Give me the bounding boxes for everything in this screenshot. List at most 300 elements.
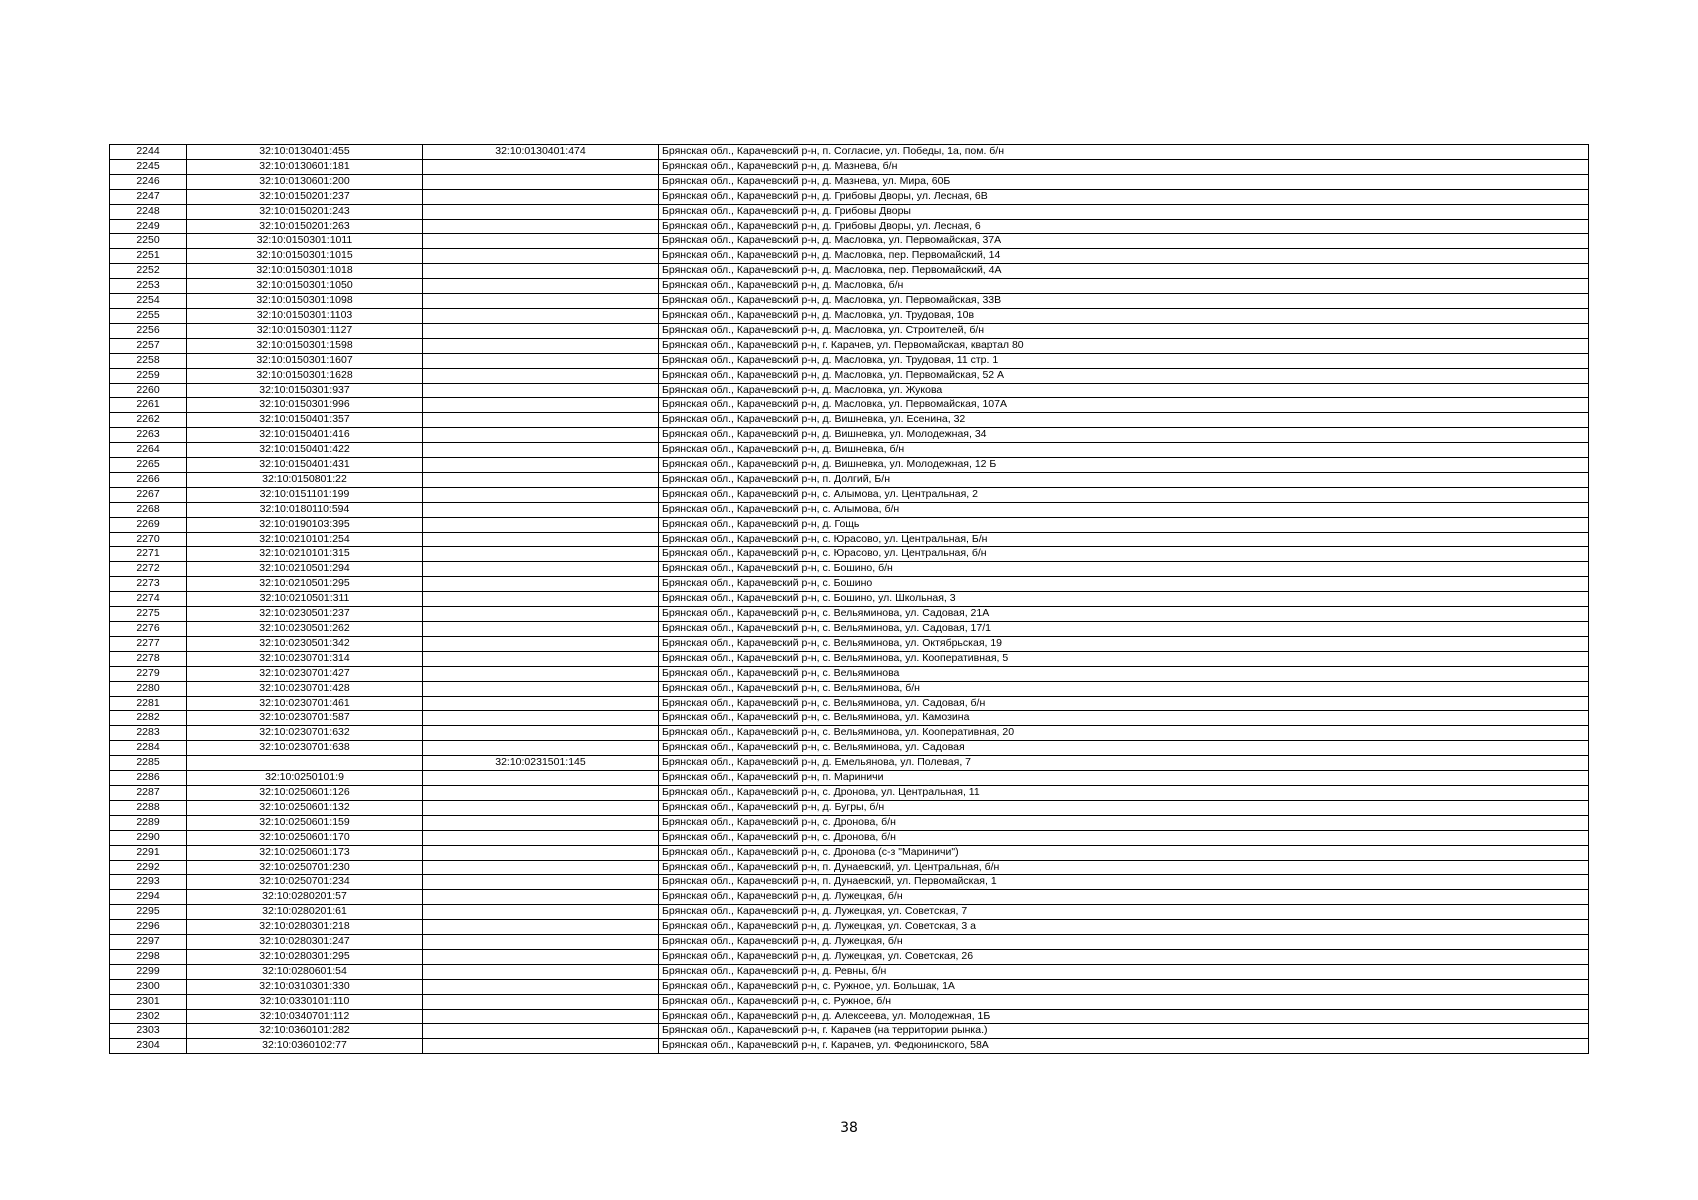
address-cell: Брянская обл., Карачевский р-н, д. Мазнева, ул. Мира, 60Б bbox=[659, 174, 1589, 189]
row-number-cell: 2260 bbox=[110, 383, 187, 398]
address-cell: Брянская обл., Карачевский р-н, д. Лужецкая, ул. Советская, 26 bbox=[659, 949, 1589, 964]
row-number-cell: 2271 bbox=[110, 547, 187, 562]
address-cell: Брянская обл., Карачевский р-н, д. Масловка, ул. Трудовая, 11 стр. 1 bbox=[659, 353, 1589, 368]
table-row bbox=[110, 338, 1589, 353]
row-number-cell: 2269 bbox=[110, 517, 187, 532]
table-row bbox=[110, 458, 1589, 473]
row-number-cell: 2248 bbox=[110, 204, 187, 219]
address-cell: Брянская обл., Карачевский р-н, с. Дронова, ул. Центральная, 11 bbox=[659, 785, 1589, 800]
table-row bbox=[110, 428, 1589, 443]
related-cadastral-number-cell bbox=[423, 428, 659, 443]
table-row bbox=[110, 174, 1589, 189]
address-cell: Брянская обл., Карачевский р-н, д. Лужецкая, б/н bbox=[659, 890, 1589, 905]
table-row bbox=[110, 234, 1589, 249]
table-row bbox=[110, 741, 1589, 756]
related-cadastral-number-cell bbox=[423, 681, 659, 696]
address-cell: Брянская обл., Карачевский р-н, п. Согласие, ул. Победы, 1а, пом. б/н bbox=[659, 145, 1589, 160]
related-cadastral-number-cell bbox=[423, 368, 659, 383]
table-row bbox=[110, 264, 1589, 279]
related-cadastral-number-cell bbox=[423, 875, 659, 890]
registry-table bbox=[109, 144, 1589, 1054]
related-cadastral-number-cell bbox=[423, 264, 659, 279]
cadastral-number-cell: 32:10:0150301:1103 bbox=[187, 308, 423, 323]
table-row bbox=[110, 935, 1589, 950]
cadastral-number-cell: 32:10:0230501:237 bbox=[187, 607, 423, 622]
table-row bbox=[110, 726, 1589, 741]
address-cell: Брянская обл., Карачевский р-н, с. Алымова, ул. Центральная, 2 bbox=[659, 487, 1589, 502]
cadastral-number-cell: 32:10:0150301:1628 bbox=[187, 368, 423, 383]
row-number-cell: 2245 bbox=[110, 159, 187, 174]
row-number-cell: 2279 bbox=[110, 666, 187, 681]
related-cadastral-number-cell bbox=[423, 815, 659, 830]
cadastral-number-cell: 32:10:0151101:199 bbox=[187, 487, 423, 502]
row-number-cell: 2256 bbox=[110, 323, 187, 338]
row-number-cell: 2268 bbox=[110, 502, 187, 517]
table-row bbox=[110, 279, 1589, 294]
row-number-cell: 2263 bbox=[110, 428, 187, 443]
table-row bbox=[110, 398, 1589, 413]
related-cadastral-number-cell bbox=[423, 294, 659, 309]
address-cell: Брянская обл., Карачевский р-н, д. Масловка, б/н bbox=[659, 279, 1589, 294]
cadastral-number-cell: 32:10:0250701:230 bbox=[187, 860, 423, 875]
table-row bbox=[110, 622, 1589, 637]
cadastral-number-cell: 32:10:0280601:54 bbox=[187, 964, 423, 979]
cadastral-number-cell: 32:10:0150401:416 bbox=[187, 428, 423, 443]
table-row bbox=[110, 308, 1589, 323]
table-row bbox=[110, 979, 1589, 994]
table-row bbox=[110, 189, 1589, 204]
related-cadastral-number-cell bbox=[423, 830, 659, 845]
row-number-cell: 2296 bbox=[110, 920, 187, 935]
table-row bbox=[110, 756, 1589, 771]
address-cell: Брянская обл., Карачевский р-н, д. Лужецкая, б/н bbox=[659, 935, 1589, 950]
cadastral-number-cell: 32:10:0230701:428 bbox=[187, 681, 423, 696]
row-number-cell: 2301 bbox=[110, 994, 187, 1009]
table-row bbox=[110, 383, 1589, 398]
table-row bbox=[110, 1024, 1589, 1039]
row-number-cell: 2247 bbox=[110, 189, 187, 204]
cadastral-number-cell: 32:10:0210501:295 bbox=[187, 577, 423, 592]
cadastral-number-cell: 32:10:0230501:262 bbox=[187, 622, 423, 637]
related-cadastral-number-cell bbox=[423, 607, 659, 622]
row-number-cell: 2285 bbox=[110, 756, 187, 771]
table-row bbox=[110, 920, 1589, 935]
row-number-cell: 2304 bbox=[110, 1039, 187, 1054]
related-cadastral-number-cell bbox=[423, 845, 659, 860]
table-row bbox=[110, 905, 1589, 920]
row-number-cell: 2270 bbox=[110, 532, 187, 547]
cadastral-number-cell: 32:10:0230701:632 bbox=[187, 726, 423, 741]
related-cadastral-number-cell: 32:10:0130401:474 bbox=[423, 145, 659, 160]
address-cell: Брянская обл., Карачевский р-н, д. Вишневка, ул. Молодежная, 34 bbox=[659, 428, 1589, 443]
table-row bbox=[110, 711, 1589, 726]
cadastral-number-cell: 32:10:0150201:263 bbox=[187, 219, 423, 234]
cadastral-number-cell: 32:10:0250101:9 bbox=[187, 771, 423, 786]
row-number-cell: 2303 bbox=[110, 1024, 187, 1039]
table-row bbox=[110, 860, 1589, 875]
table-row bbox=[110, 607, 1589, 622]
row-number-cell: 2275 bbox=[110, 607, 187, 622]
table-row bbox=[110, 830, 1589, 845]
cadastral-number-cell: 32:10:0150201:237 bbox=[187, 189, 423, 204]
related-cadastral-number-cell bbox=[423, 487, 659, 502]
address-cell: Брянская обл., Карачевский р-н, д. Грибовы Дворы bbox=[659, 204, 1589, 219]
row-number-cell: 2254 bbox=[110, 294, 187, 309]
address-cell: Брянская обл., Карачевский р-н, с. Дронова (с-з "Мариничи") bbox=[659, 845, 1589, 860]
cadastral-number-cell: 32:10:0250601:170 bbox=[187, 830, 423, 845]
table-row bbox=[110, 636, 1589, 651]
related-cadastral-number-cell bbox=[423, 666, 659, 681]
table-row bbox=[110, 592, 1589, 607]
address-cell: Брянская обл., Карачевский р-н, с. Вельяминова, б/н bbox=[659, 681, 1589, 696]
related-cadastral-number-cell bbox=[423, 562, 659, 577]
address-cell: Брянская обл., Карачевский р-н, д. Масловка, ул. Трудовая, 10в bbox=[659, 308, 1589, 323]
row-number-cell: 2252 bbox=[110, 264, 187, 279]
related-cadastral-number-cell bbox=[423, 920, 659, 935]
related-cadastral-number-cell bbox=[423, 890, 659, 905]
row-number-cell: 2295 bbox=[110, 905, 187, 920]
related-cadastral-number-cell bbox=[423, 1039, 659, 1054]
cadastral-number-cell bbox=[187, 756, 423, 771]
related-cadastral-number-cell bbox=[423, 622, 659, 637]
row-number-cell: 2267 bbox=[110, 487, 187, 502]
table-row bbox=[110, 413, 1589, 428]
related-cadastral-number-cell bbox=[423, 935, 659, 950]
row-number-cell: 2276 bbox=[110, 622, 187, 637]
row-number-cell: 2261 bbox=[110, 398, 187, 413]
address-cell: Брянская обл., Карачевский р-н, с. Вельяминова, ул. Садовая bbox=[659, 741, 1589, 756]
table-row bbox=[110, 368, 1589, 383]
cadastral-number-cell: 32:10:0150301:1098 bbox=[187, 294, 423, 309]
related-cadastral-number-cell bbox=[423, 204, 659, 219]
table-row bbox=[110, 815, 1589, 830]
cadastral-number-cell: 32:10:0250701:234 bbox=[187, 875, 423, 890]
cadastral-number-cell: 32:10:0280201:61 bbox=[187, 905, 423, 920]
row-number-cell: 2292 bbox=[110, 860, 187, 875]
cadastral-number-cell: 32:10:0250601:126 bbox=[187, 785, 423, 800]
related-cadastral-number-cell: 32:10:0231501:145 bbox=[423, 756, 659, 771]
related-cadastral-number-cell bbox=[423, 905, 659, 920]
row-number-cell: 2300 bbox=[110, 979, 187, 994]
cadastral-number-cell: 32:10:0150201:243 bbox=[187, 204, 423, 219]
cadastral-number-cell: 32:10:0150801:22 bbox=[187, 472, 423, 487]
table-row bbox=[110, 487, 1589, 502]
row-number-cell: 2297 bbox=[110, 935, 187, 950]
cadastral-number-cell: 32:10:0150301:1015 bbox=[187, 249, 423, 264]
table-row bbox=[110, 562, 1589, 577]
cadastral-number-cell: 32:10:0150301:1011 bbox=[187, 234, 423, 249]
table-row bbox=[110, 443, 1589, 458]
related-cadastral-number-cell bbox=[423, 1009, 659, 1024]
row-number-cell: 2265 bbox=[110, 458, 187, 473]
address-cell: Брянская обл., Карачевский р-н, д. Грибовы Дворы, ул. Лесная, 6В bbox=[659, 189, 1589, 204]
row-number-cell: 2281 bbox=[110, 696, 187, 711]
row-number-cell: 2284 bbox=[110, 741, 187, 756]
row-number-cell: 2249 bbox=[110, 219, 187, 234]
row-number-cell: 2259 bbox=[110, 368, 187, 383]
row-number-cell: 2274 bbox=[110, 592, 187, 607]
address-cell: Брянская обл., Карачевский р-н, д. Масловка, ул. Жукова bbox=[659, 383, 1589, 398]
address-cell: Брянская обл., Карачевский р-н, с. Вельяминова, ул. Камозина bbox=[659, 711, 1589, 726]
related-cadastral-number-cell bbox=[423, 949, 659, 964]
related-cadastral-number-cell bbox=[423, 517, 659, 532]
address-cell: Брянская обл., Карачевский р-н, д. Мазнева, б/н bbox=[659, 159, 1589, 174]
address-cell: Брянская обл., Карачевский р-н, с. Вельяминова, ул. Садовая, 21А bbox=[659, 607, 1589, 622]
address-cell: Брянская обл., Карачевский р-н, д. Алексеева, ул. Молодежная, 1Б bbox=[659, 1009, 1589, 1024]
cadastral-number-cell: 32:10:0340701:112 bbox=[187, 1009, 423, 1024]
row-number-cell: 2298 bbox=[110, 949, 187, 964]
address-cell: Брянская обл., Карачевский р-н, д. Масловка, ул. Первомайская, 37А bbox=[659, 234, 1589, 249]
related-cadastral-number-cell bbox=[423, 532, 659, 547]
cadastral-number-cell: 32:10:0210501:311 bbox=[187, 592, 423, 607]
address-cell: Брянская обл., Карачевский р-н, д. Вишневка, б/н bbox=[659, 443, 1589, 458]
related-cadastral-number-cell bbox=[423, 323, 659, 338]
row-number-cell: 2255 bbox=[110, 308, 187, 323]
cadastral-number-cell: 32:10:0190103:395 bbox=[187, 517, 423, 532]
address-cell: Брянская обл., Карачевский р-н, с. Вельяминова, ул. Садовая, 17/1 bbox=[659, 622, 1589, 637]
row-number-cell: 2283 bbox=[110, 726, 187, 741]
address-cell: Брянская обл., Карачевский р-н, г. Карачев (на территории рынка.) bbox=[659, 1024, 1589, 1039]
related-cadastral-number-cell bbox=[423, 726, 659, 741]
row-number-cell: 2289 bbox=[110, 815, 187, 830]
table-row bbox=[110, 145, 1589, 160]
table-row bbox=[110, 800, 1589, 815]
row-number-cell: 2294 bbox=[110, 890, 187, 905]
address-cell: Брянская обл., Карачевский р-н, с. Дронова, б/н bbox=[659, 815, 1589, 830]
address-cell: Брянская обл., Карачевский р-н, д. Вишневка, ул. Молодежная, 12 Б bbox=[659, 458, 1589, 473]
cadastral-number-cell: 32:10:0330101:110 bbox=[187, 994, 423, 1009]
related-cadastral-number-cell bbox=[423, 219, 659, 234]
cadastral-number-cell: 32:10:0150301:1050 bbox=[187, 279, 423, 294]
cadastral-number-cell: 32:10:0250601:173 bbox=[187, 845, 423, 860]
related-cadastral-number-cell bbox=[423, 279, 659, 294]
address-cell: Брянская обл., Карачевский р-н, с. Вельяминова, ул. Садовая, б/н bbox=[659, 696, 1589, 711]
table-row bbox=[110, 994, 1589, 1009]
row-number-cell: 2246 bbox=[110, 174, 187, 189]
cadastral-number-cell: 32:10:0130601:181 bbox=[187, 159, 423, 174]
related-cadastral-number-cell bbox=[423, 651, 659, 666]
address-cell: Брянская обл., Карачевский р-н, с. Алымова, б/н bbox=[659, 502, 1589, 517]
address-cell: Брянская обл., Карачевский р-н, с. Бошино, ул. Школьная, 3 bbox=[659, 592, 1589, 607]
address-cell: Брянская обл., Карачевский р-н, с. Бошино, б/н bbox=[659, 562, 1589, 577]
table-row bbox=[110, 875, 1589, 890]
related-cadastral-number-cell bbox=[423, 1024, 659, 1039]
cadastral-number-cell: 32:10:0230701:427 bbox=[187, 666, 423, 681]
cadastral-number-cell: 32:10:0250601:132 bbox=[187, 800, 423, 815]
row-number-cell: 2280 bbox=[110, 681, 187, 696]
row-number-cell: 2262 bbox=[110, 413, 187, 428]
row-number-cell: 2287 bbox=[110, 785, 187, 800]
table-row bbox=[110, 949, 1589, 964]
row-number-cell: 2286 bbox=[110, 771, 187, 786]
address-cell: Брянская обл., Карачевский р-н, д. Масловка, ул. Строителей, б/н bbox=[659, 323, 1589, 338]
table-row bbox=[110, 219, 1589, 234]
related-cadastral-number-cell bbox=[423, 994, 659, 1009]
related-cadastral-number-cell bbox=[423, 398, 659, 413]
table-row bbox=[110, 785, 1589, 800]
cadastral-number-cell: 32:10:0210101:315 bbox=[187, 547, 423, 562]
table-row bbox=[110, 472, 1589, 487]
related-cadastral-number-cell bbox=[423, 443, 659, 458]
address-cell: Брянская обл., Карачевский р-н, с. Юрасово, ул. Центральная, б/н bbox=[659, 547, 1589, 562]
table-row bbox=[110, 249, 1589, 264]
address-cell: Брянская обл., Карачевский р-н, п. Дунаевский, ул. Первомайская, 1 bbox=[659, 875, 1589, 890]
related-cadastral-number-cell bbox=[423, 472, 659, 487]
row-number-cell: 2251 bbox=[110, 249, 187, 264]
cadastral-number-cell: 32:10:0280301:295 bbox=[187, 949, 423, 964]
table-row bbox=[110, 502, 1589, 517]
table-row bbox=[110, 1039, 1589, 1054]
row-number-cell: 2272 bbox=[110, 562, 187, 577]
cadastral-number-cell: 32:10:0210101:254 bbox=[187, 532, 423, 547]
row-number-cell: 2277 bbox=[110, 636, 187, 651]
cadastral-number-cell: 32:10:0210501:294 bbox=[187, 562, 423, 577]
related-cadastral-number-cell bbox=[423, 785, 659, 800]
address-cell: Брянская обл., Карачевский р-н, с. Вельяминова, ул. Кооперативная, 5 bbox=[659, 651, 1589, 666]
address-cell: Брянская обл., Карачевский р-н, г. Карачев, ул. Федюнинского, 58А bbox=[659, 1039, 1589, 1054]
address-cell: Брянская обл., Карачевский р-н, с. Вельяминова bbox=[659, 666, 1589, 681]
row-number-cell: 2264 bbox=[110, 443, 187, 458]
related-cadastral-number-cell bbox=[423, 413, 659, 428]
cadastral-number-cell: 32:10:0280301:247 bbox=[187, 935, 423, 950]
table-row bbox=[110, 651, 1589, 666]
related-cadastral-number-cell bbox=[423, 800, 659, 815]
table-row bbox=[110, 517, 1589, 532]
page-number: 38 bbox=[840, 1120, 858, 1136]
row-number-cell: 2302 bbox=[110, 1009, 187, 1024]
table-row bbox=[110, 323, 1589, 338]
related-cadastral-number-cell bbox=[423, 234, 659, 249]
row-number-cell: 2257 bbox=[110, 338, 187, 353]
address-cell: Брянская обл., Карачевский р-н, д. Бугры, б/н bbox=[659, 800, 1589, 815]
related-cadastral-number-cell bbox=[423, 458, 659, 473]
related-cadastral-number-cell bbox=[423, 771, 659, 786]
address-cell: Брянская обл., Карачевский р-н, д. Емельянова, ул. Полевая, 7 bbox=[659, 756, 1589, 771]
row-number-cell: 2253 bbox=[110, 279, 187, 294]
cadastral-number-cell: 32:10:0150301:1127 bbox=[187, 323, 423, 338]
related-cadastral-number-cell bbox=[423, 502, 659, 517]
cadastral-number-cell: 32:10:0150401:357 bbox=[187, 413, 423, 428]
table-row bbox=[110, 890, 1589, 905]
cadastral-number-cell: 32:10:0310301:330 bbox=[187, 979, 423, 994]
table-row bbox=[110, 204, 1589, 219]
related-cadastral-number-cell bbox=[423, 383, 659, 398]
table-row bbox=[110, 845, 1589, 860]
table-row bbox=[110, 577, 1589, 592]
row-number-cell: 2258 bbox=[110, 353, 187, 368]
cadastral-number-cell: 32:10:0360102:77 bbox=[187, 1039, 423, 1054]
related-cadastral-number-cell bbox=[423, 636, 659, 651]
row-number-cell: 2250 bbox=[110, 234, 187, 249]
address-cell: Брянская обл., Карачевский р-н, п. Дунаевский, ул. Центральная, б/н bbox=[659, 860, 1589, 875]
row-number-cell: 2282 bbox=[110, 711, 187, 726]
row-number-cell: 2244 bbox=[110, 145, 187, 160]
cadastral-number-cell: 32:10:0130401:455 bbox=[187, 145, 423, 160]
cadastral-number-cell: 32:10:0150301:1598 bbox=[187, 338, 423, 353]
table-row bbox=[110, 681, 1589, 696]
address-cell: Брянская обл., Карачевский р-н, г. Карачев, ул. Первомайская, квартал 80 bbox=[659, 338, 1589, 353]
related-cadastral-number-cell bbox=[423, 249, 659, 264]
cadastral-number-cell: 32:10:0130601:200 bbox=[187, 174, 423, 189]
table-row bbox=[110, 294, 1589, 309]
cadastral-number-cell: 32:10:0360101:282 bbox=[187, 1024, 423, 1039]
related-cadastral-number-cell bbox=[423, 338, 659, 353]
cadastral-number-cell: 32:10:0230701:638 bbox=[187, 741, 423, 756]
address-cell: Брянская обл., Карачевский р-н, с. Ружное, б/н bbox=[659, 994, 1589, 1009]
related-cadastral-number-cell bbox=[423, 159, 659, 174]
address-cell: Брянская обл., Карачевский р-н, п. Долгий, Б/н bbox=[659, 472, 1589, 487]
address-cell: Брянская обл., Карачевский р-н, с. Юрасово, ул. Центральная, Б/н bbox=[659, 532, 1589, 547]
cadastral-number-cell: 32:10:0230701:587 bbox=[187, 711, 423, 726]
cadastral-number-cell: 32:10:0150301:996 bbox=[187, 398, 423, 413]
table-row bbox=[110, 1009, 1589, 1024]
cadastral-number-cell: 32:10:0280301:218 bbox=[187, 920, 423, 935]
table-row bbox=[110, 666, 1589, 681]
cadastral-number-cell: 32:10:0230701:461 bbox=[187, 696, 423, 711]
table-row bbox=[110, 547, 1589, 562]
address-cell: Брянская обл., Карачевский р-н, д. Лужецкая, ул. Советская, 3 а bbox=[659, 920, 1589, 935]
related-cadastral-number-cell bbox=[423, 711, 659, 726]
address-cell: Брянская обл., Карачевский р-н, д. Масловка, ул. Первомайская, 33В bbox=[659, 294, 1589, 309]
cadastral-number-cell: 32:10:0150401:431 bbox=[187, 458, 423, 473]
address-cell: Брянская обл., Карачевский р-н, д. Ревны, б/н bbox=[659, 964, 1589, 979]
address-cell: Брянская обл., Карачевский р-н, д. Масловка, пер. Первомайский, 4А bbox=[659, 264, 1589, 279]
related-cadastral-number-cell bbox=[423, 174, 659, 189]
related-cadastral-number-cell bbox=[423, 860, 659, 875]
row-number-cell: 2299 bbox=[110, 964, 187, 979]
address-cell: Брянская обл., Карачевский р-н, с. Дронова, б/н bbox=[659, 830, 1589, 845]
row-number-cell: 2293 bbox=[110, 875, 187, 890]
cadastral-number-cell: 32:10:0150301:937 bbox=[187, 383, 423, 398]
registry-table-body bbox=[110, 145, 1589, 1054]
related-cadastral-number-cell bbox=[423, 189, 659, 204]
address-cell: Брянская обл., Карачевский р-н, с. Вельяминова, ул. Октябрьская, 19 bbox=[659, 636, 1589, 651]
cadastral-number-cell: 32:10:0150401:422 bbox=[187, 443, 423, 458]
table-row bbox=[110, 964, 1589, 979]
table-row bbox=[110, 159, 1589, 174]
cadastral-number-cell: 32:10:0250601:159 bbox=[187, 815, 423, 830]
address-cell: Брянская обл., Карачевский р-н, д. Лужецкая, ул. Советская, 7 bbox=[659, 905, 1589, 920]
cadastral-number-cell: 32:10:0230501:342 bbox=[187, 636, 423, 651]
related-cadastral-number-cell bbox=[423, 696, 659, 711]
table-row bbox=[110, 771, 1589, 786]
row-number-cell: 2278 bbox=[110, 651, 187, 666]
cadastral-number-cell: 32:10:0150301:1018 bbox=[187, 264, 423, 279]
row-number-cell: 2266 bbox=[110, 472, 187, 487]
address-cell: Брянская обл., Карачевский р-н, д. Вишневка, ул. Есенина, 32 bbox=[659, 413, 1589, 428]
address-cell: Брянская обл., Карачевский р-н, с. Вельяминова, ул. Кооперативная, 20 bbox=[659, 726, 1589, 741]
address-cell: Брянская обл., Карачевский р-н, с. Ружное, ул. Большак, 1А bbox=[659, 979, 1589, 994]
row-number-cell: 2291 bbox=[110, 845, 187, 860]
related-cadastral-number-cell bbox=[423, 308, 659, 323]
related-cadastral-number-cell bbox=[423, 741, 659, 756]
row-number-cell: 2273 bbox=[110, 577, 187, 592]
table-row bbox=[110, 353, 1589, 368]
related-cadastral-number-cell bbox=[423, 964, 659, 979]
address-cell: Брянская обл., Карачевский р-н, д. Масловка, пер. Первомайский, 14 bbox=[659, 249, 1589, 264]
address-cell: Брянская обл., Карачевский р-н, д. Гощь bbox=[659, 517, 1589, 532]
related-cadastral-number-cell bbox=[423, 547, 659, 562]
row-number-cell: 2288 bbox=[110, 800, 187, 815]
cadastral-number-cell: 32:10:0280201:57 bbox=[187, 890, 423, 905]
address-cell: Брянская обл., Карачевский р-н, п. Мариничи bbox=[659, 771, 1589, 786]
table-row bbox=[110, 696, 1589, 711]
table-row bbox=[110, 532, 1589, 547]
address-cell: Брянская обл., Карачевский р-н, с. Бошино bbox=[659, 577, 1589, 592]
row-number-cell: 2290 bbox=[110, 830, 187, 845]
address-cell: Брянская обл., Карачевский р-н, д. Масловка, ул. Первомайская, 107А bbox=[659, 398, 1589, 413]
related-cadastral-number-cell bbox=[423, 577, 659, 592]
